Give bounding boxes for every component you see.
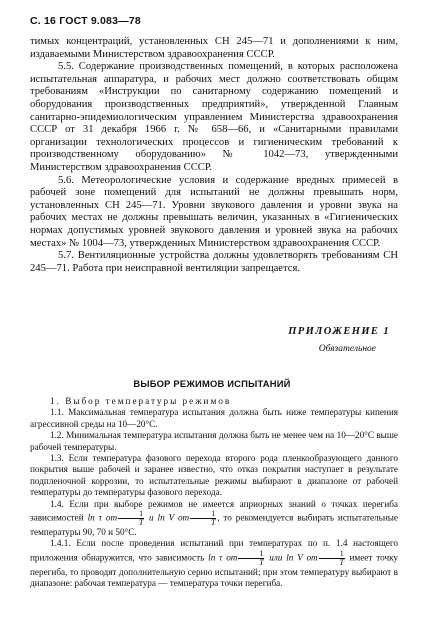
formula-ln-tau: ln τ от (208, 552, 238, 563)
fraction-1-over-t: $\frac{1}{T}$ (238, 550, 264, 567)
appendix-title: ПРИЛОЖЕНИЕ 1 (288, 326, 390, 337)
paragraph-1-2: 1.2. Минимальная температура испытания должна быть не менее чем на 10—20°С выше рабочей температуры. (30, 430, 398, 452)
formula-ln-tau: ln τ от (87, 512, 118, 523)
paragraph-1-4 (30, 499, 398, 539)
section-title: ВЫБОР РЕЖИМОВ ИСПЫТАНИЙ (133, 378, 291, 389)
fraction-1-over-t: $\frac{1}{T}$ (319, 550, 345, 567)
formula-ln-v: и ln V от (149, 512, 190, 523)
paragraph-5-6: 5.6. Метеорологические условия и содержание вредных примесей в рабочей зоне помещений для испытаний не должны превышать норм, установленных СН 245—71. Уровни звукового давления и уровни звука на рабочих местах не должны превышать величин, указанных в «Гигиенических нормах допустимых уровней звукового давления и уровней звука на рабочих местах» № 1004—73, утвержденных Министерством здравоохранения СССР. (30, 174, 398, 249)
paragraph-1-4-1-text-b: имеет точку перегиба, то проводят дополнительную серию испытаний; при этом температуру выбирают в диапазоне: рабочая температура — температура точки перегиба. (30, 552, 398, 589)
paragraph-1-1: 1.1. Максимальная температура испытания должна быть ниже температуры кипения агрессивной среды на 10—20°С. (30, 407, 398, 429)
paragraph-1-3: 1.3. Если температура фазового перехода второго рода пленкообразующего данного покрытия выше рабочей и заранее известно, что отказ покрытия наступает в результате подпленочной коррозии, то испытательные режимы выбирают в диапазоне от рабочей температуры до температуры фазового перехода. (30, 453, 398, 498)
appendix-text (30, 396, 398, 590)
paragraph-1-4-text-b: , то рекомендуется выбирать испытательные температуры 90, 70 и 50°С. (30, 512, 399, 538)
paragraph-1-title: 1. Выбор температуры режимов (50, 396, 232, 406)
paragraph-5-5: 5.5. Содержание производственных помещений, в которых расположена испытательная аппаратура, и рабочих мест должно соответствовать общим требованиям «Инструкции по санитарному содержанию помещений и оборудования производственных предприятий», утвержденной Главным санитарно-эпидемиологическим управлением Министерства здравоохранения СССР от 31 декабря 1966 г. № 658—66, и «Санитарными правилами организации технологических процессов и гигиеническим требований к производственному оборудованию» № 1042—73, утвержденными Министерством здравоохранения СССР. (30, 61, 398, 173)
appendix-block (270, 326, 390, 354)
paragraph-1-4-1-text-a: 1.4.1. Если после проведения испытаний при температурах по п. 1.4 настоящего приложения обнаружится, что зависимость (30, 538, 398, 563)
main-text (30, 36, 398, 275)
fraction-1-over-t: $\frac{1}{T}$ (190, 510, 216, 527)
paragraph-1-4-1 (30, 538, 398, 589)
paragraph-intro: тимых концентраций, установленных СН 245—71 и дополнениями к ним, издаваемыми Министерством здравоохранения СССР. (30, 36, 398, 60)
fraction-1-over-t: $\frac{1}{T}$ (118, 510, 144, 527)
formula-ln-v: или ln V от (269, 552, 318, 563)
appendix-subtitle: Обязательное (318, 344, 376, 354)
page-header: С. 16 ГОСТ 9.083—78 (30, 15, 141, 27)
paragraph-1-4-text-a: 1.4. Если при выборе режимов не имеется априорных знаний о точках перегиба зависимостей (30, 498, 398, 523)
paragraph-5-7: 5.7. Вентиляционные устройства должны удовлетворять требованиям СН 245—71. Работа при неисправной вентиляции запрещается. (30, 250, 398, 274)
